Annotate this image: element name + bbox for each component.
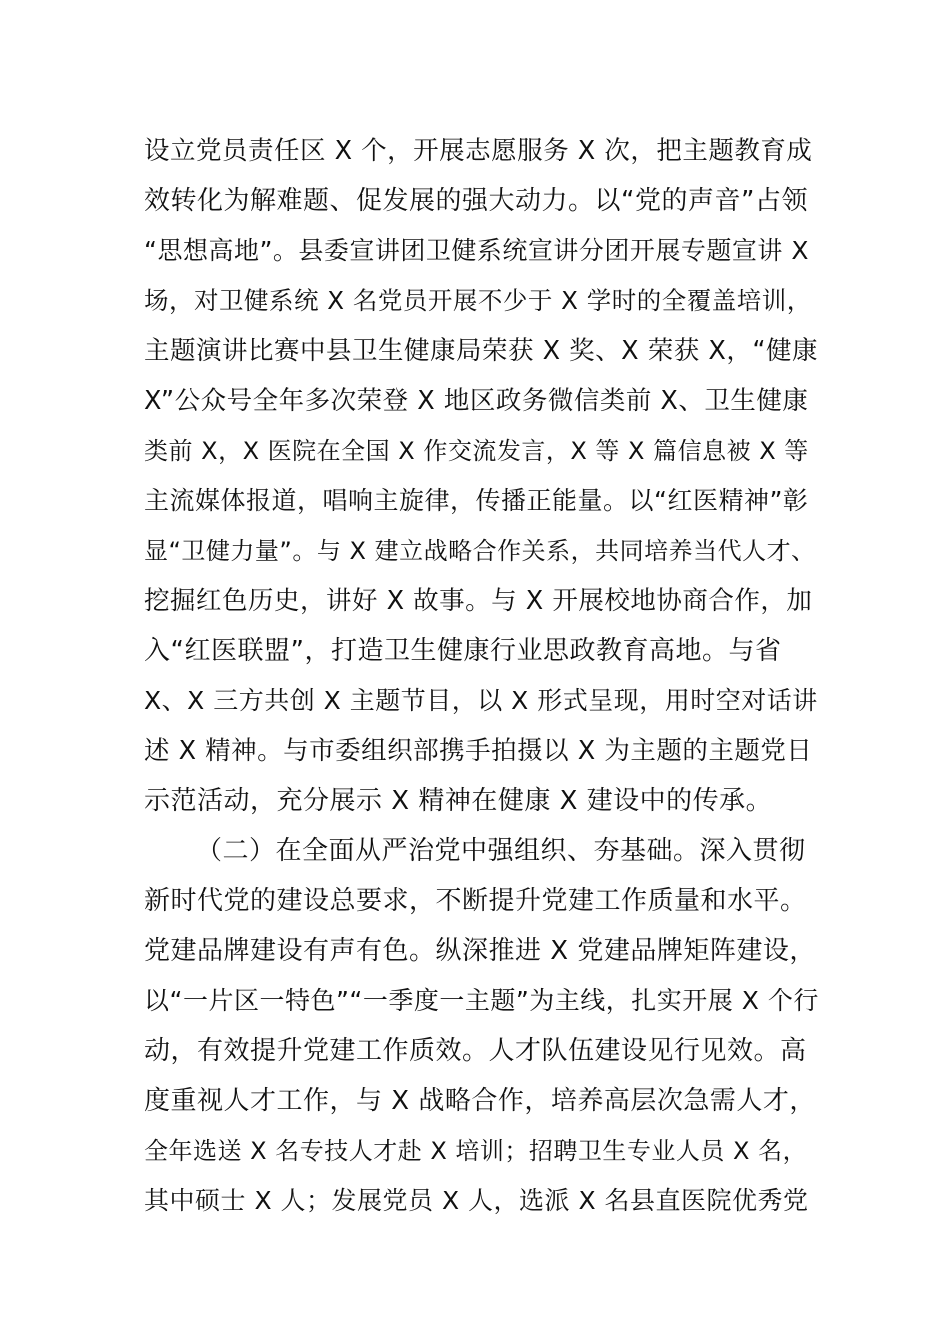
text-line: 度重视人才工作，与 X 战略合作，培养高层次急需人才， [144,1086,816,1116]
text-line: 全年选送 X 名专技人才赴 X 培训；招聘卫生专业人员 X 名， [144,1137,808,1165]
text-line: 场，对卫健系统 X 名党员开展不少于 X 学时的全覆盖培训， [144,286,812,315]
text-line: X”公众号全年多次荣登 X 地区政务微信类前 X、卫生健康 [144,386,809,416]
text-line: 以“一片区一特色”“一季度一主题”为主线，扎实开展 X 个行 [144,986,819,1015]
text-line: 述 X 精神。与市委组织部携手拍摄以 X 为主题的主题党日 [144,736,813,766]
text-line: 党建品牌建设有声有色。纵深推进 X 党建品牌矩阵建设， [144,936,816,966]
section-heading-line: （二）在全面从严治党中强组织、夯基础。深入贯彻 [196,836,806,866]
text-line: 入“红医联盟”，打造卫生健康行业思政教育高地。与省 [144,636,782,666]
text-line: 类前 X，X 医院在全国 X 作交流发言，X 等 X 篇信息被 X 等 [144,437,809,465]
text-line: 其中硕士 X 人；发展党员 X 人，选派 X 名县直医院优秀党 [144,1186,809,1215]
text-line: 主题演讲比赛中县卫生健康局荣获 X 奖、X 荣获 X，“健康 [144,336,819,366]
text-line: 效转化为解难题、促发展的强大动力。以“党的声音”占领 [144,186,808,216]
text-line: 设立党员责任区 X 个，开展志愿服务 X 次，把主题教育成 [144,136,813,166]
text-line: 显“卫健力量”。与 X 建立战略合作关系，共同培养当代人才、 [144,537,816,565]
text-line: X、X 三方共创 X 主题节目，以 X 形式呈现，用时空对话讲 [144,686,818,715]
text-line: 挖掘红色历史，讲好 X 故事。与 X 开展校地协商合作，加 [144,586,813,616]
text-line: 动，有效提升党建工作质效。人才队伍建设见行见效。高 [144,1036,807,1066]
text-line: 新时代党的建设总要求，不断提升党建工作质量和水平。 [144,886,807,916]
text-line: 示范活动，充分展示 X 精神在健康 X 建设中的传承。 [144,786,773,816]
text-line: “思想高地”。县委宣讲团卫健系统宣讲分团开展专题宣讲 X [144,236,809,265]
text-line: 主流媒体报道，唱响主旋律，传播正能量。以“红医精神”彰 [144,486,809,515]
